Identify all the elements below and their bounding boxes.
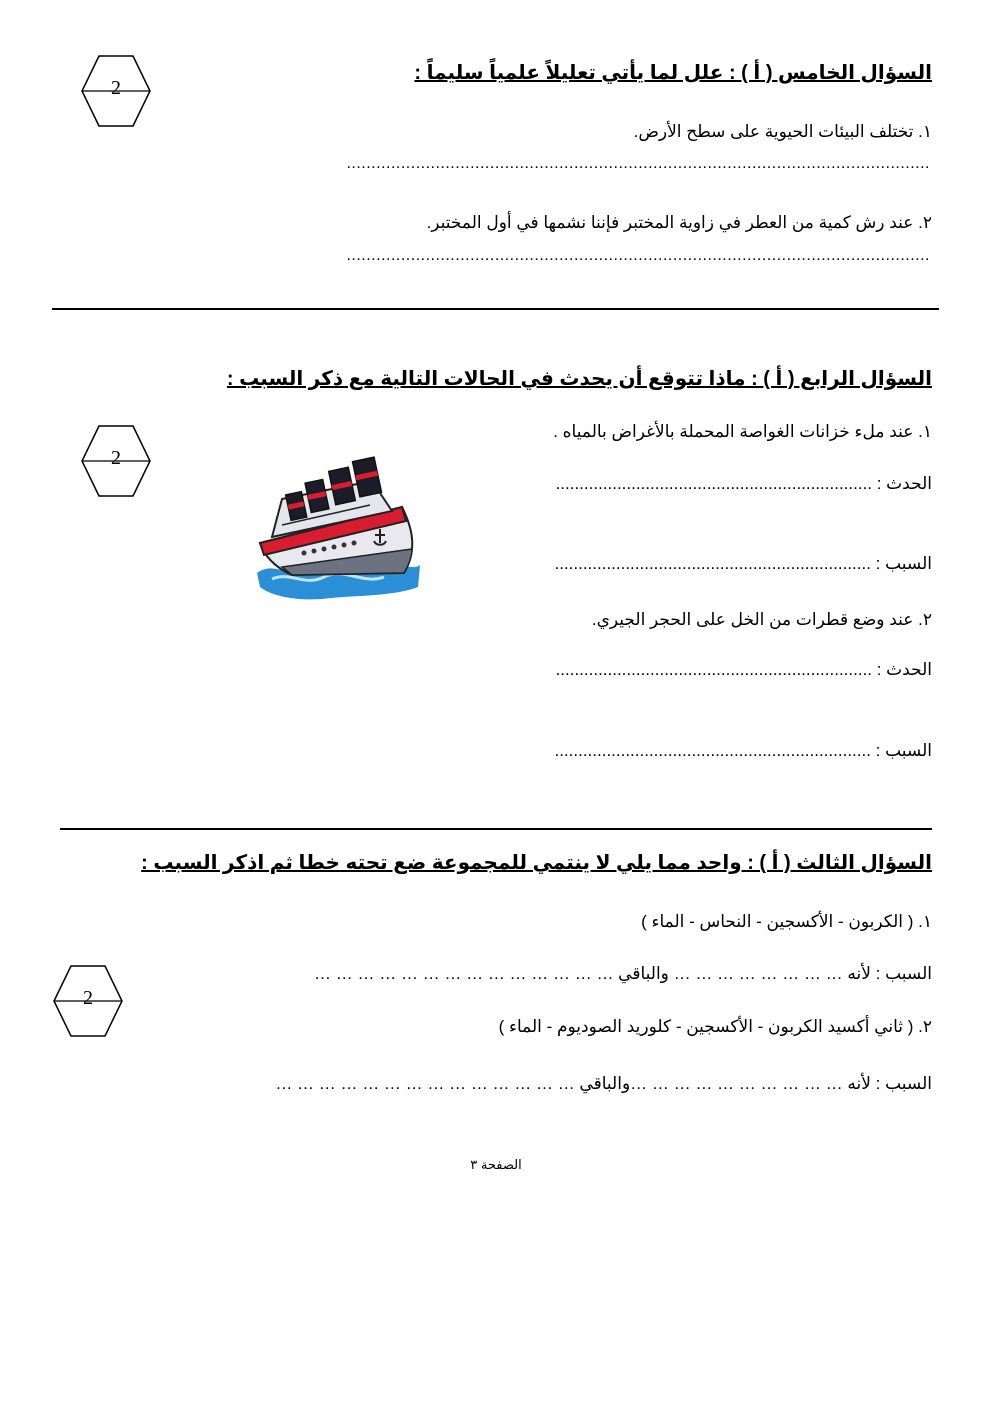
answer-line-1[interactable]: ......................................................................................................................	[346, 155, 930, 172]
reason-answer-line-2[interactable]: السبب : ...................................................................	[554, 741, 932, 760]
event-answer-line-1[interactable]: الحدث : ...................................................................	[555, 474, 932, 493]
marks-value: 2	[111, 77, 121, 99]
question-5-title: السؤال الخامس ( أ ) : علل لما يأتي تعليلاً علمياً سليماً :	[414, 62, 932, 84]
reason-answer-line-2[interactable]: السبب : لأنه … … … … … … … … … …والباقي … … … … … … … … … … … … … …	[275, 1074, 932, 1093]
page-number: الصفحة ٣	[470, 1157, 522, 1172]
answer-line-2[interactable]: ......................................................................................................................	[346, 247, 930, 264]
section-divider	[60, 828, 932, 830]
question-4-item-1: ١. عند ملء خزانات الغواصة المحملة بالأغراض بالمياه .	[553, 422, 932, 441]
question-3-title: السؤال الثالث ( أ ) : واحد مما يلي لا ينتمي للمجموعة ضع تحته خطا ثم اذكر السبب :	[141, 852, 932, 874]
marks-hexagon	[81, 425, 151, 497]
event-answer-line-2[interactable]: الحدث : ...................................................................	[555, 660, 932, 679]
reason-answer-line-1[interactable]: السبب : ...................................................................	[554, 554, 932, 573]
question-4-title: السؤال الرابع ( أ ) : ماذا تتوقع أن يحدث في الحالات التالية مع ذكر السبب :	[226, 368, 932, 390]
question-3-item-1: ١. ( الكربون - الأكسجين - النحاس - الماء )	[641, 912, 932, 931]
question-4-item-2: ٢. عند وضع قطرات من الخل على الحجر الجيري.	[591, 610, 932, 629]
ship-icon	[252, 455, 424, 605]
question-3-item-2: ٢. ( ثاني أكسيد الكربون - الأكسجين - كلوريد الصوديوم - الماء )	[498, 1017, 932, 1036]
question-5-item-1: ١. تختلف البيئات الحيوية على سطح الأرض.	[633, 122, 932, 141]
marks-value: 2	[111, 447, 121, 469]
marks-hexagon	[81, 55, 151, 127]
section-divider	[52, 308, 939, 310]
marks-value: 2	[83, 987, 93, 1009]
reason-answer-line-1[interactable]: السبب : لأنه … … … … … … … … والباقي … … … … … … … … … … … … … …	[314, 964, 932, 983]
marks-hexagon	[53, 965, 123, 1037]
question-5-item-2: ٢. عند رش كمية من العطر في زاوية المختبر فإننا نشمها في أول المختبر.	[426, 213, 932, 232]
